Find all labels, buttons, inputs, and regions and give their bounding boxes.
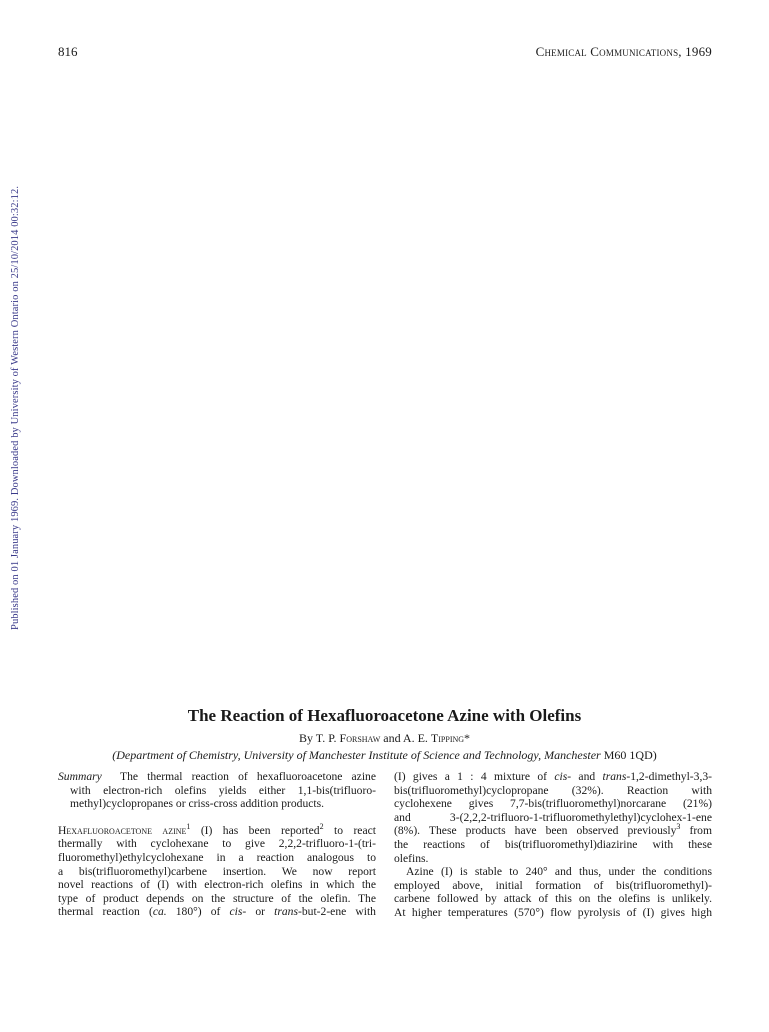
article-header (40, 706, 729, 763)
author-2-initials: A. E. (402, 731, 428, 745)
body-line: the reactions of bis(trifluoromethyl)diazirine with these (394, 837, 712, 851)
text-run: trans (602, 770, 627, 783)
author-1-surname: Forshaw (339, 731, 381, 745)
body-line: carbene followed by attack of this on the olefins is unlikely. (394, 892, 712, 906)
affiliation-postcode: M60 1QD) (603, 748, 657, 762)
author-line (40, 731, 729, 745)
text-run: (I) has been reported (190, 823, 320, 837)
text-run: 180°) of (166, 905, 230, 919)
ref-1: 1 (186, 821, 191, 831)
body-line: type of product depends on the structure of the olefin. The (58, 891, 376, 905)
body-line: Azine (I) is stable to 240° and thus, under the conditions (406, 865, 712, 879)
text-run: from (680, 824, 713, 838)
summary-line: methyl)cyclopropanes or criss-cross addition products. (70, 797, 325, 811)
author-2-surname: Tipping* (430, 731, 471, 745)
right-column (394, 770, 712, 920)
body-line: employed above, initial formation of bis(trifluoromethyl)- (394, 878, 712, 892)
summary-label: Summary (58, 770, 102, 783)
paper-title: The Reaction of Hexafluoroacetone Azine with Olefins (187, 706, 582, 725)
summary-paragraph (58, 770, 376, 811)
journal-name: Chemical Communications, 1969 (535, 44, 712, 59)
text-run: cis- (554, 770, 572, 783)
body-line: novel reactions of (I) with electron-rich olefins in which the (58, 878, 376, 892)
download-watermark[interactable]: Published on 01 January 1969. Downloaded by University of Western Ontario on 25/10/2014 00:32:12. (10, 185, 21, 630)
authors-and: and (383, 731, 401, 745)
text-run: (I) gives a 1 : 4 mixture of (394, 770, 555, 783)
body-line: and 3-(2,2,2-trifluoro-1-trifluoromethylethyl)cyclohex-1-ene (394, 810, 712, 824)
results-paragraph (394, 770, 712, 865)
ref-3: 3 (676, 822, 681, 832)
text-run: trans (274, 905, 298, 919)
text-run: or (246, 905, 275, 919)
body-line: thermally with cyclohexane to give 2,2,2-trifluoro-1-(tri- (58, 837, 376, 851)
body-line: At higher temperatures (570°) flow pyrolysis of (I) gives high (394, 905, 712, 919)
discussion-paragraph (394, 865, 712, 919)
summary-line: with electron-rich olefins yields either 1,1-bis(trifluoro- (70, 783, 376, 797)
text-run: ca. (152, 905, 167, 919)
summary-line: The thermal reaction of hexafluoroacetone azine (120, 770, 376, 783)
text-run: -but-2-ene with (297, 905, 376, 919)
text-run: and (571, 770, 603, 783)
text-run: (8%). These products have been observed previously (394, 824, 677, 838)
text-run: cis- (229, 905, 247, 919)
body-line: bis(trifluoromethyl)cyclopropane (32%). Reaction with (394, 783, 712, 797)
body-line: olefins. (394, 851, 429, 865)
page-number: 816 (58, 44, 78, 59)
text-run: -1,2-dimethyl-3,3- (626, 770, 713, 783)
left-column (58, 770, 376, 919)
lead-word: Hexafluoroacetone azine (58, 823, 187, 837)
author-1-initials: T. P. (315, 731, 337, 745)
text-run: to react (323, 823, 376, 837)
intro-paragraph (58, 821, 376, 919)
text-run: thermal reaction ( (58, 905, 153, 919)
affiliation (40, 748, 729, 763)
authors-by: By (298, 731, 313, 745)
body-line: cyclohexene gives 7,7-bis(trifluoromethyl)norcarane (21%) (394, 797, 712, 811)
body-line: a bis(trifluoromethyl)carbene insertion. We now report (58, 864, 376, 878)
affiliation-text: (Department of Chemistry, University of Manchester Institute of Science and Technology, Manchester (112, 748, 601, 762)
body-line: fluoromethyl)ethylcyclohexane in a reaction analogous to (58, 850, 376, 864)
ref-2: 2 (319, 821, 324, 831)
